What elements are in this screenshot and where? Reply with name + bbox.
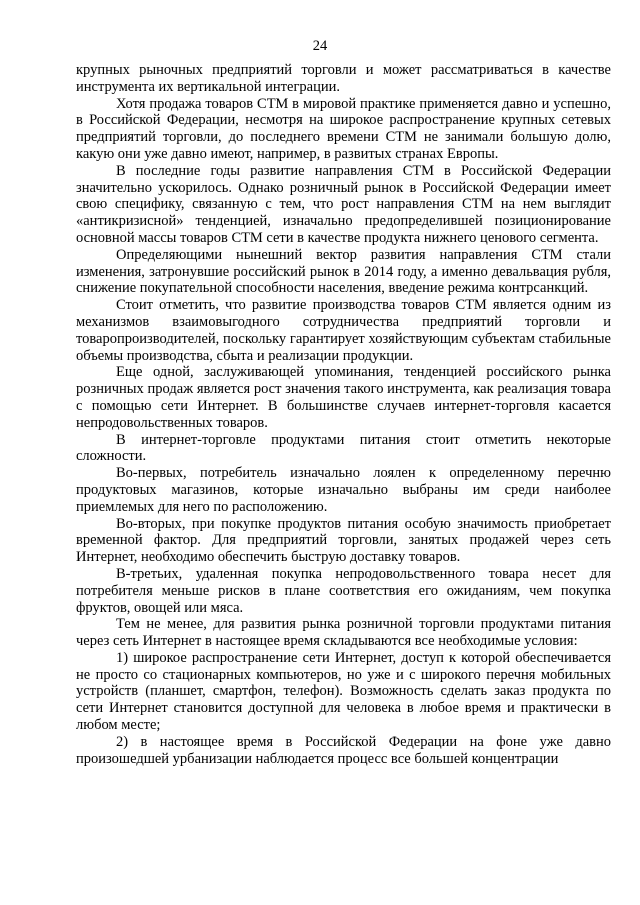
paragraph-7: В интернет-торговле продуктами питания стоит отметить некоторые сложности. xyxy=(76,431,611,465)
paragraph-11: Тем не менее, для развития рынка розничной торговли продуктами питания через сеть Интернет в настоящее время складываются все необходимые условия: xyxy=(76,616,611,650)
paragraph-2: Хотя продажа товаров СТМ в мировой практике применяется давно и успешно, в Российской Федерации, несмотря на широкое распространение крупных сетевых предприятий торговли, до последнего времени СТМ не занимали большую долю, какую они уже давно имеют, например, в развитых странах Европы. xyxy=(76,95,611,162)
list-item-2: 2) в настоящее время в Российской Федерации на фоне уже давно произошедшей урбанизации наблюдается процесс все большей концентрации xyxy=(76,733,611,767)
page-number: 24 xyxy=(312,38,328,54)
paragraph-5: Стоит отметить, что развитие производства товаров СТМ является одним из механизмов взаимовыгодного сотрудничества предприятий торговли и товаропроизводителей, поскольку гарантирует хозяйствующим субъектам стабильные объемы производства, сбыта и реализации продукции. xyxy=(76,297,611,364)
paragraph-6: Еще одной, заслуживающей упоминания, тенденцией российского рынка розничных продаж является рост значения такого инструмента, как реализация товара с помощью сети Интернет. В большинстве случаев интернет-торговля касается непродовольственных товаров. xyxy=(76,364,611,431)
paragraph-1: крупных рыночных предприятий торговли и может рассматриваться в качестве инструмента их вертикальной интеграции. xyxy=(76,62,611,95)
paragraph-8: Во-первых, потребитель изначально лоялен к определенному перечню продуктовых магазинов, которые изначально выбраны им среди наиболее приемлемых для него по расположению. xyxy=(76,465,611,515)
paragraph-3: В последние годы развитие направления СТМ в Российской Федерации значительно ускорилось. Однако розничный рынок в Российской Федерации имеет свою специфику, связанную с тем, что рост направления СТМ на нем выглядит «антикризисной» тенденцией, изначально предопределившей позиционирование основной массы товаров СТМ сети в качестве продукта нижнего ценового сегмента. xyxy=(76,162,611,246)
paragraph-10: В-третьих, удаленная покупка непродовольственного товара несет для потребителя меньше рисков в плане соответствия его ожиданиям, чем покупка фруктов, овощей или мяса. xyxy=(76,565,611,616)
list-item-1: 1) широкое распространение сети Интернет, доступ к которой обеспечивается не просто со стационарных компьютеров, но уже и с широкого перечня мобильных устройств (планшет, смартфон, телефон). Возможность сделать заказ продукта по сети Интернет становится доступной для человека в любое время и практически в любом месте; xyxy=(76,649,611,734)
paragraph-9: Во-вторых, при покупке продуктов питания особую значимость приобретает временной фактор. Для предприятий торговли, занятых продажей через сеть Интернет, необходимо обеспечить быструю доставку товаров. xyxy=(76,515,611,566)
document-body xyxy=(76,62,611,767)
paragraph-4: Определяющими нынешний вектор развития направления СТМ стали изменения, затронувшие российский рынок в 2014 году, а именно девальвация рубля, снижение покупательной способности населения, введение режима контрсанкций. xyxy=(76,246,611,297)
